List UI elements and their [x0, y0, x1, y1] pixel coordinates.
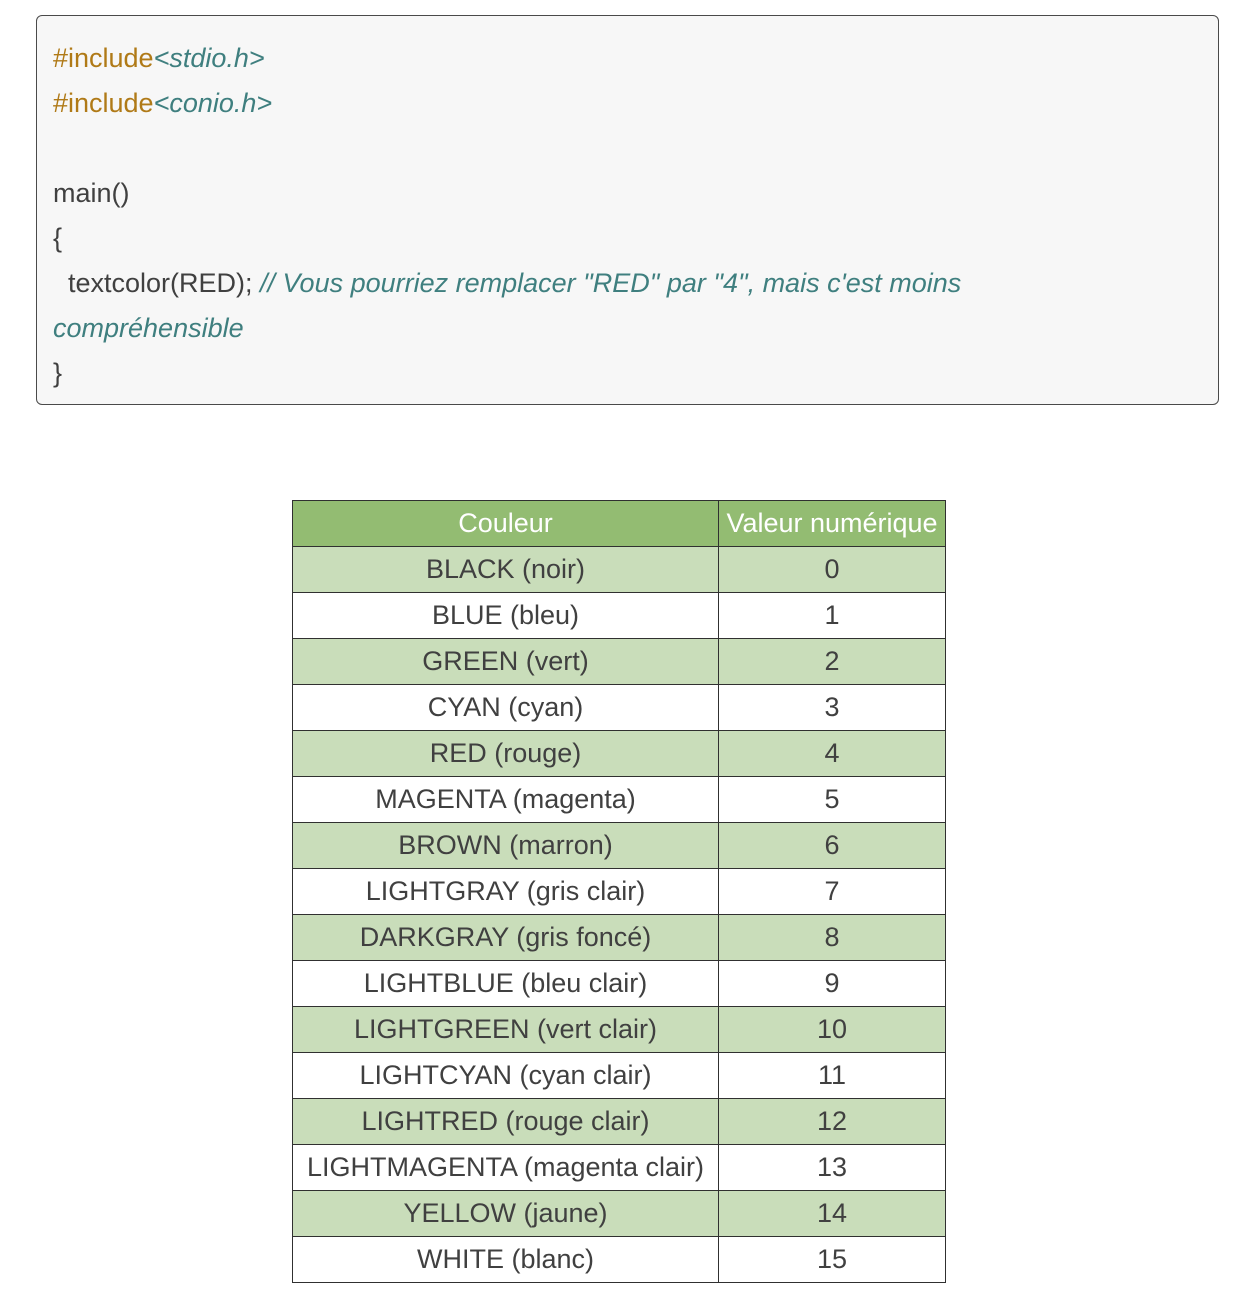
color-name-cell: LIGHTBLUE (bleu clair)	[293, 961, 719, 1007]
color-name-cell: WHITE (blanc)	[293, 1237, 719, 1283]
table-row	[293, 1191, 946, 1237]
code-token-inc: <conio.h>	[153, 88, 273, 118]
code-line	[53, 81, 1202, 126]
code-token-pre: #include	[53, 43, 154, 73]
color-name-cell: RED (rouge)	[293, 731, 719, 777]
table-row	[293, 961, 946, 1007]
table-header-row	[293, 501, 946, 547]
table-row	[293, 1145, 946, 1191]
table-row	[293, 547, 946, 593]
table-row	[293, 823, 946, 869]
color-name-cell: BLACK (noir)	[293, 547, 719, 593]
table-row	[293, 731, 946, 777]
code-line	[53, 261, 1202, 306]
color-value-cell: 2	[719, 639, 946, 685]
code-token-pre: #include	[53, 88, 154, 118]
table-body	[293, 547, 946, 1283]
table-row	[293, 1007, 946, 1053]
color-value-cell: 10	[719, 1007, 946, 1053]
table-row	[293, 869, 946, 915]
table-row	[293, 1053, 946, 1099]
color-name-cell: GREEN (vert)	[293, 639, 719, 685]
color-value-cell: 15	[719, 1237, 946, 1283]
color-name-cell: LIGHTGREEN (vert clair)	[293, 1007, 719, 1053]
code-line	[53, 171, 1202, 216]
table-row	[293, 915, 946, 961]
color-name-cell: YELLOW (jaune)	[293, 1191, 719, 1237]
color-name-cell: BLUE (bleu)	[293, 593, 719, 639]
code-line	[53, 306, 1202, 351]
color-name-cell: LIGHTRED (rouge clair)	[293, 1099, 719, 1145]
color-value-cell: 9	[719, 961, 946, 1007]
table-row	[293, 1099, 946, 1145]
table-row	[293, 685, 946, 731]
code-lines	[53, 36, 1202, 396]
color-value-cell: 4	[719, 731, 946, 777]
color-name-cell: CYAN (cyan)	[293, 685, 719, 731]
color-name-cell: DARKGRAY (gris foncé)	[293, 915, 719, 961]
code-token-plain: textcolor(RED);	[53, 268, 261, 298]
color-value-cell: 14	[719, 1191, 946, 1237]
color-name-cell: LIGHTCYAN (cyan clair)	[293, 1053, 719, 1099]
color-value-cell: 3	[719, 685, 946, 731]
color-name-cell: LIGHTGRAY (gris clair)	[293, 869, 719, 915]
color-value-cell: 1	[719, 593, 946, 639]
table-row	[293, 1237, 946, 1283]
table-row	[293, 777, 946, 823]
code-token-comment: // Vous pourriez remplacer "RED" par "4", mais c'est moins	[260, 268, 962, 298]
color-name-cell: BROWN (marron)	[293, 823, 719, 869]
header-valeur-numerique: Valeur numérique	[719, 501, 946, 547]
color-value-cell: 13	[719, 1145, 946, 1191]
code-line	[53, 216, 1202, 261]
code-line	[53, 36, 1202, 81]
color-value-cell: 7	[719, 869, 946, 915]
color-value-cell: 6	[719, 823, 946, 869]
code-line	[53, 126, 1202, 171]
table-row	[293, 639, 946, 685]
code-token-inc: <stdio.h>	[153, 43, 265, 73]
color-value-cell: 12	[719, 1099, 946, 1145]
header-couleur: Couleur	[293, 501, 719, 547]
code-token-plain: main()	[53, 178, 130, 208]
code-token-plain: {	[53, 223, 63, 253]
code-token-comment: compréhensible	[53, 313, 244, 343]
color-values-table	[292, 500, 946, 1283]
color-value-cell: 11	[719, 1053, 946, 1099]
color-value-cell: 8	[719, 915, 946, 961]
code-token-plain: }	[53, 358, 63, 388]
table-row	[293, 593, 946, 639]
color-name-cell: LIGHTMAGENTA (magenta clair)	[293, 1145, 719, 1191]
color-value-cell: 0	[719, 547, 946, 593]
color-name-cell: MAGENTA (magenta)	[293, 777, 719, 823]
color-value-cell: 5	[719, 777, 946, 823]
code-block	[36, 15, 1219, 405]
code-line	[53, 351, 1202, 396]
